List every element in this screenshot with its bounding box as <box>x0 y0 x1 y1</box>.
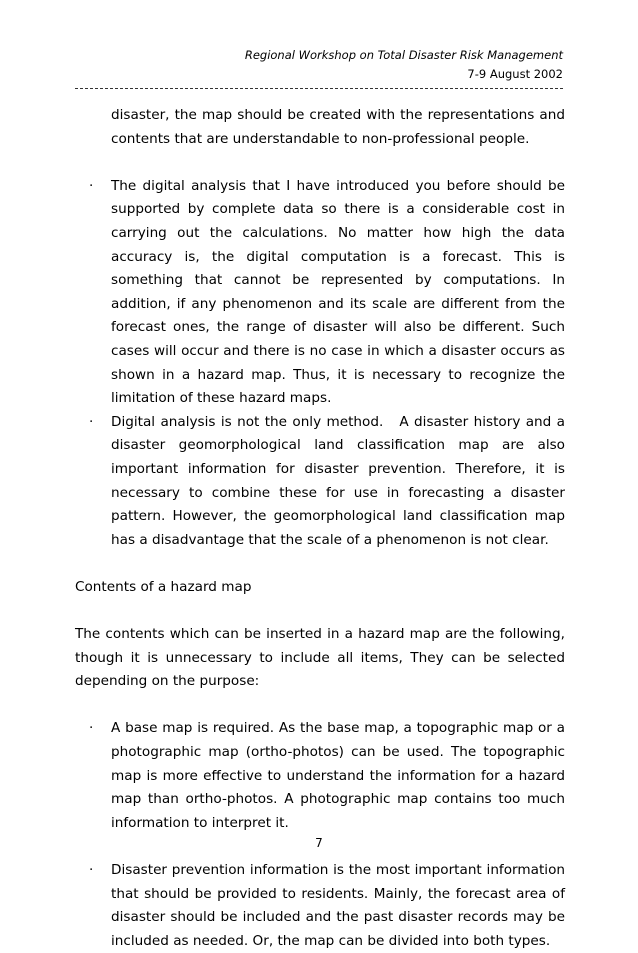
continuation-paragraph: disaster, the map should be created with the representations and contents that are understandable to non-professional people. <box>111 107 565 147</box>
section-heading: Contents of a hazard map <box>75 578 252 595</box>
bullet-list-contents-2 <box>75 859 565 953</box>
list-item <box>75 859 565 953</box>
section-intro-paragraph: The contents which can be inserted in a hazard map are the following, though it is unnecessary to include all items, They can be selected depending on the purpose: <box>75 626 565 690</box>
list-item <box>75 717 565 835</box>
list-item-text: The digital analysis that I have introduced you before should be supported by complete data so there is a considerable cost in carrying out the calculations. No matter how high the data accuracy is, the digital computation is a forecast. This is something that cannot be represented by computations. In addition, if any phenomenon and its scale are different from the forecast ones, the range of disaster will also be different. Such cases will occur and there is no case in which a disaster occurs as shown in a hazard map. Thus, it is necessary to recognize the limitation of these hazard maps. <box>111 177 565 407</box>
bullet-icon: · <box>89 862 94 878</box>
bullet-icon: · <box>89 413 94 430</box>
bullet-list-contents <box>75 717 565 835</box>
workshop-date: 7-9 August 2002 <box>467 67 563 81</box>
document-body <box>75 104 565 953</box>
bullet-list-limitations <box>75 175 565 553</box>
list-item-text: Disaster prevention information is the most important information that should be provided to residents. Mainly, the forecast area of disaster should be included and the past disaster records may be included as needed. Or, the map can be divided into both types. <box>111 862 565 949</box>
header-divider <box>75 88 563 89</box>
bullet-icon: · <box>89 177 94 194</box>
list-item-text: A base map is required. As the base map, a topographic map or a photographic map (ortho-photos) can be used. The topographic map is more effective to understand the information for a hazard map than ortho-photos. A photographic map contains too much information to interpret it. <box>111 720 565 831</box>
list-item-text: Digital analysis is not the only method. A disaster history and a disaster geomorphological land classification map are also important information for disaster prevention. Therefore, it is necessary to combine these for use in forecasting a disaster pattern. However, the geomorphological land classification map has a disadvantage that the scale of a phenomenon is not clear. <box>111 413 565 548</box>
list-item <box>75 411 565 553</box>
list-item <box>75 175 565 411</box>
page-header <box>245 46 563 84</box>
workshop-title: Regional Workshop on Total Disaster Risk Management <box>244 48 563 62</box>
bullet-icon: · <box>89 720 94 737</box>
page-number: 7 <box>315 836 323 850</box>
